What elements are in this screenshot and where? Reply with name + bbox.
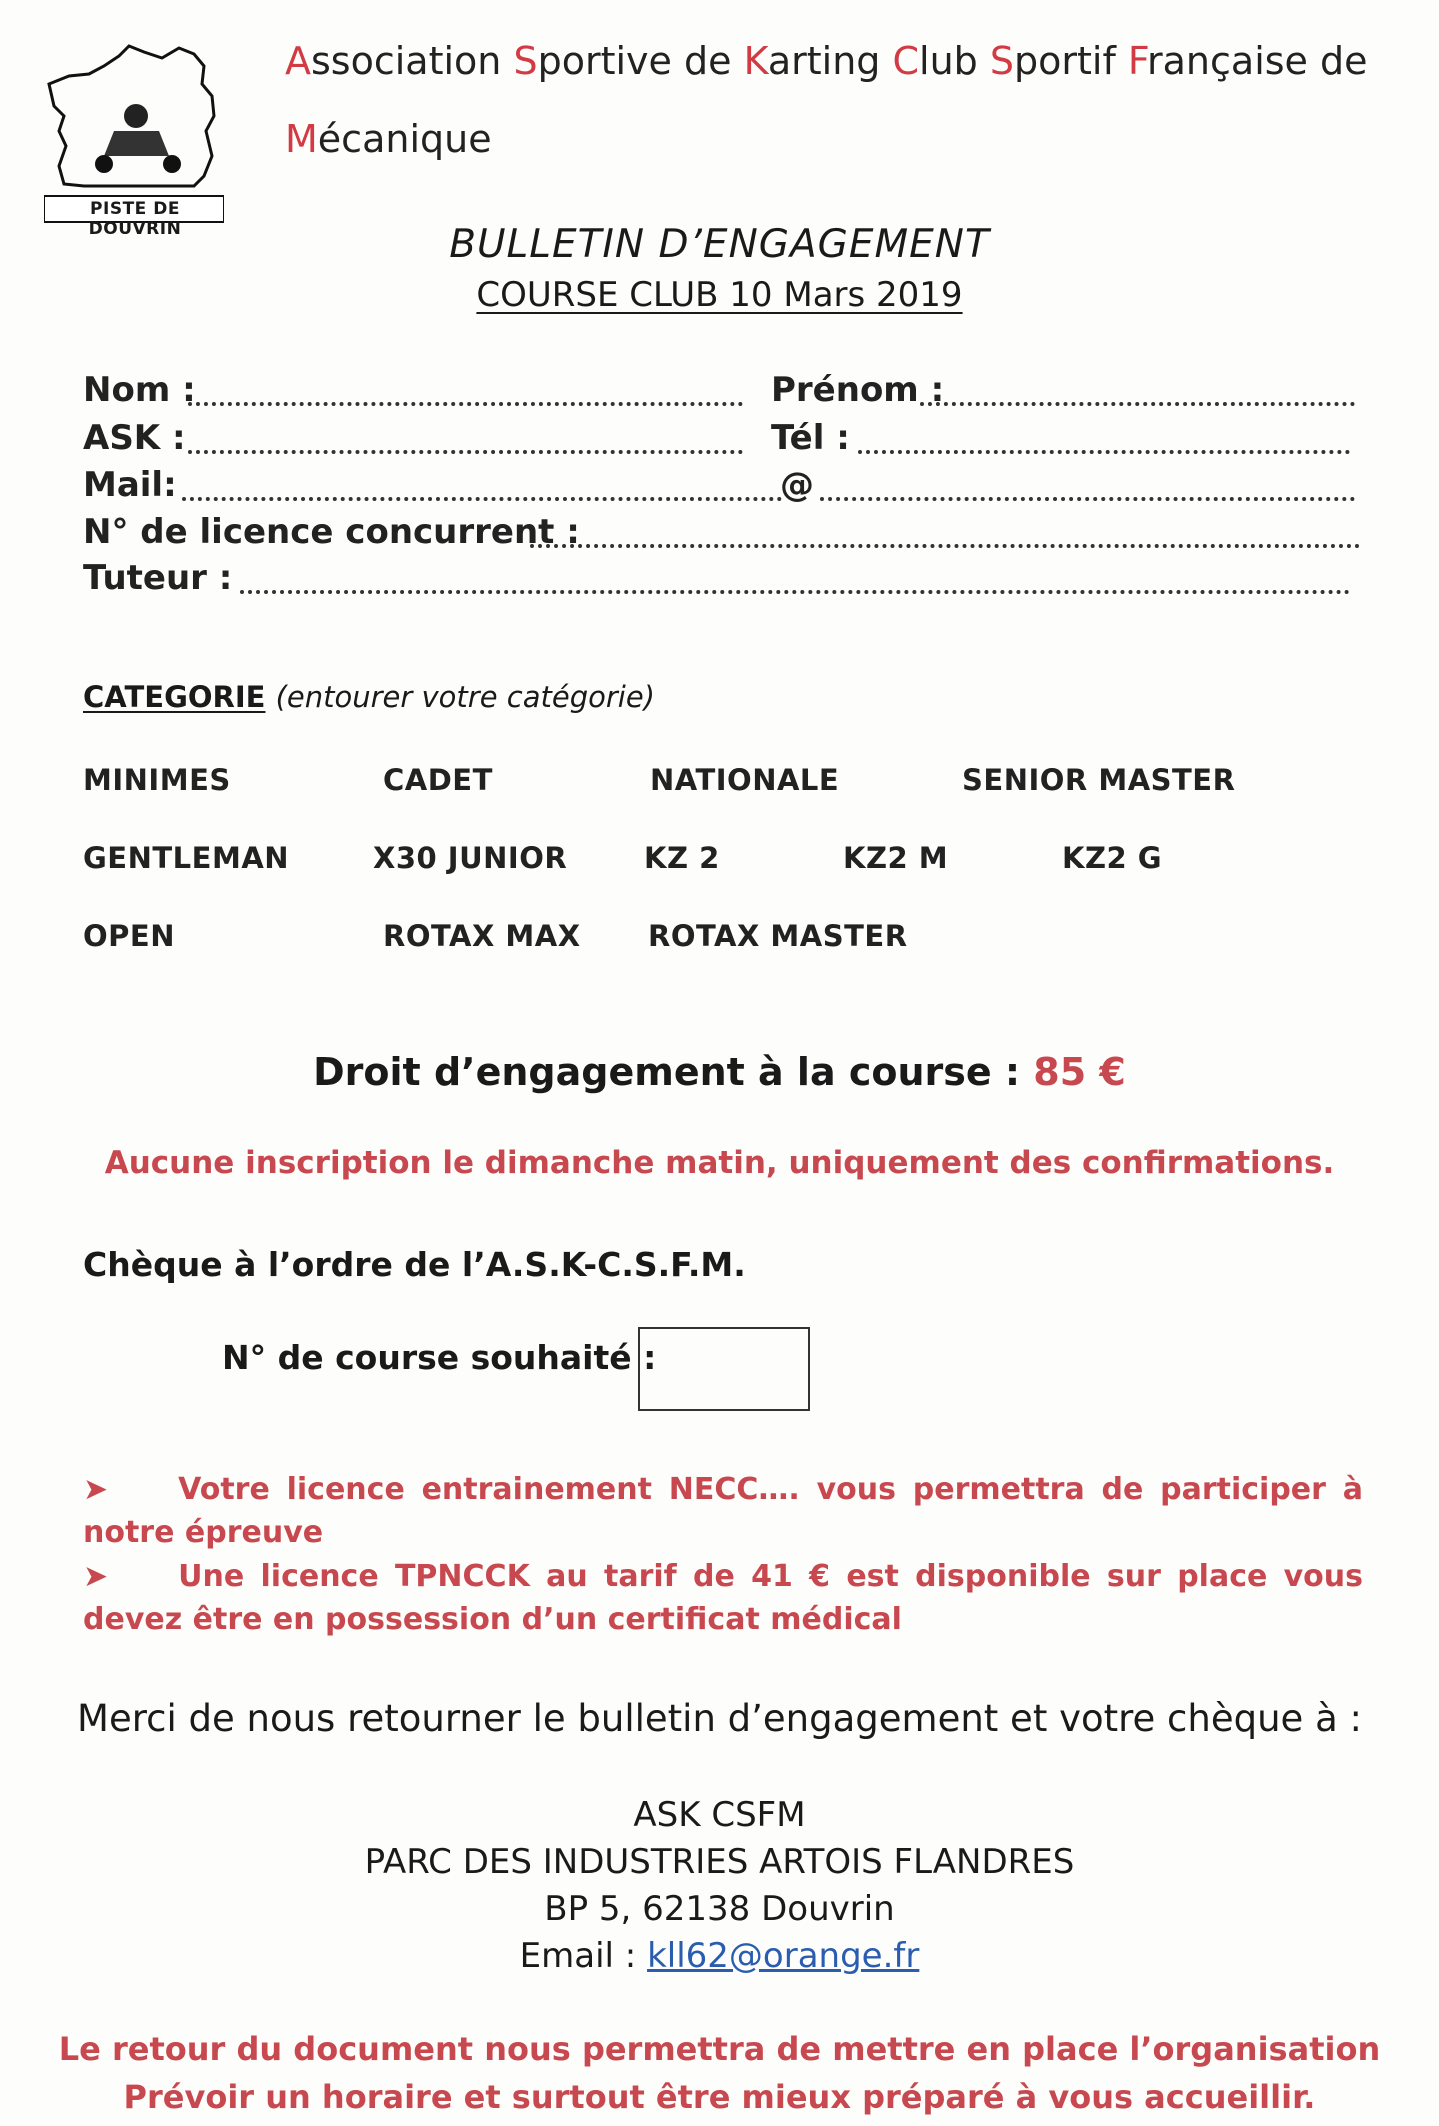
course-number-label: N° de course souhaité : <box>222 1338 657 1377</box>
address-line1: ASK CSFM <box>633 1795 806 1835</box>
category-option[interactable]: SENIOR MASTER <box>962 763 1236 797</box>
footer-line1: Le retour du document nous permettra de mettre en place l’organisation <box>58 2030 1381 2068</box>
logo-caption: PISTE DE DOUVRIN <box>88 199 182 239</box>
ask-field[interactable] <box>188 446 743 454</box>
footer-line2: Prévoir un horaire et surtout être mieux préparé à vous accueillir. <box>123 2078 1316 2116</box>
category-option[interactable]: KZ2 M <box>843 841 949 875</box>
note-item: ➤ Votre licence entrainement NECC…. vous permettra de participer à notre épreuve <box>83 1472 1363 1550</box>
france-map-kart-icon <box>44 36 224 226</box>
category-option[interactable]: X30 JUNIOR <box>373 841 568 875</box>
category-option[interactable]: CADET <box>383 763 493 797</box>
nom-label: Nom : <box>83 370 196 410</box>
category-option[interactable]: ROTAX MASTER <box>648 919 908 953</box>
categorie-heading: CATEGORIE (entourer votre catégorie) <box>83 680 655 714</box>
cheque-instruction: Chèque à l’ordre de l’A.S.K-C.S.F.M. <box>83 1245 746 1284</box>
arrow-bullet-icon: ➤ <box>83 1472 109 1507</box>
licence-field[interactable] <box>530 540 1360 548</box>
email-link[interactable]: kll62@orange.fr <box>647 1936 920 1976</box>
page-title: BULLETIN D’ENGAGEMENT <box>449 222 990 267</box>
ask-label: ASK : <box>83 418 186 458</box>
entry-fee-amount: 85 € <box>1033 1050 1126 1094</box>
arrow-bullet-icon: ➤ <box>83 1559 109 1594</box>
club-logo <box>44 36 224 239</box>
sunday-notice: Aucune inscription le dimanche matin, uniquement des confirmations. <box>104 1145 1335 1181</box>
category-option[interactable]: OPEN <box>83 919 175 953</box>
page-subtitle: COURSE CLUB 10 Mars 2019 <box>476 275 963 315</box>
tuteur-label: Tuteur : <box>83 558 233 598</box>
category-option[interactable]: ROTAX MAX <box>383 919 581 953</box>
category-option[interactable]: GENTLEMAN <box>83 841 290 875</box>
email-line: Email : kll62@orange.fr <box>519 1936 920 1976</box>
entry-fee: Droit d’engagement à la course : 85 € <box>313 1050 1126 1094</box>
licence-label: N° de licence concurrent : <box>83 512 580 552</box>
category-option[interactable]: NATIONALE <box>650 763 840 797</box>
prenom-label: Prénom : <box>771 370 945 410</box>
club-name-line1: Association Sportive de Karting Club Sportif Française de <box>285 39 1368 83</box>
address-line3: BP 5, 62138 Douvrin <box>544 1889 895 1929</box>
mail-label: Mail: <box>83 465 177 505</box>
tel-field[interactable] <box>858 446 1350 454</box>
tuteur-field[interactable] <box>240 586 1350 594</box>
category-option[interactable]: KZ 2 <box>644 841 720 875</box>
mail-at-sign: @ <box>780 465 814 505</box>
course-number-box[interactable] <box>638 1327 810 1411</box>
return-instruction: Merci de nous retourner le bulletin d’engagement et votre chèque à : <box>77 1697 1362 1740</box>
club-name-line2: Mécanique <box>285 117 492 161</box>
mail-field-user[interactable] <box>182 493 782 501</box>
note-item: ➤ Une licence TPNCCK au tarif de 41 € est disponible sur place vous devez être en possession d’un certificat médical <box>83 1559 1363 1637</box>
category-option[interactable]: MINIMES <box>83 763 231 797</box>
prenom-field[interactable] <box>920 398 1355 406</box>
category-option[interactable]: KZ2 G <box>1062 841 1163 875</box>
mail-field-domain[interactable] <box>820 493 1355 501</box>
nom-field[interactable] <box>188 398 743 406</box>
tel-label: Tél : <box>771 418 850 458</box>
address-line2: PARC DES INDUSTRIES ARTOIS FLANDRES <box>364 1842 1075 1882</box>
